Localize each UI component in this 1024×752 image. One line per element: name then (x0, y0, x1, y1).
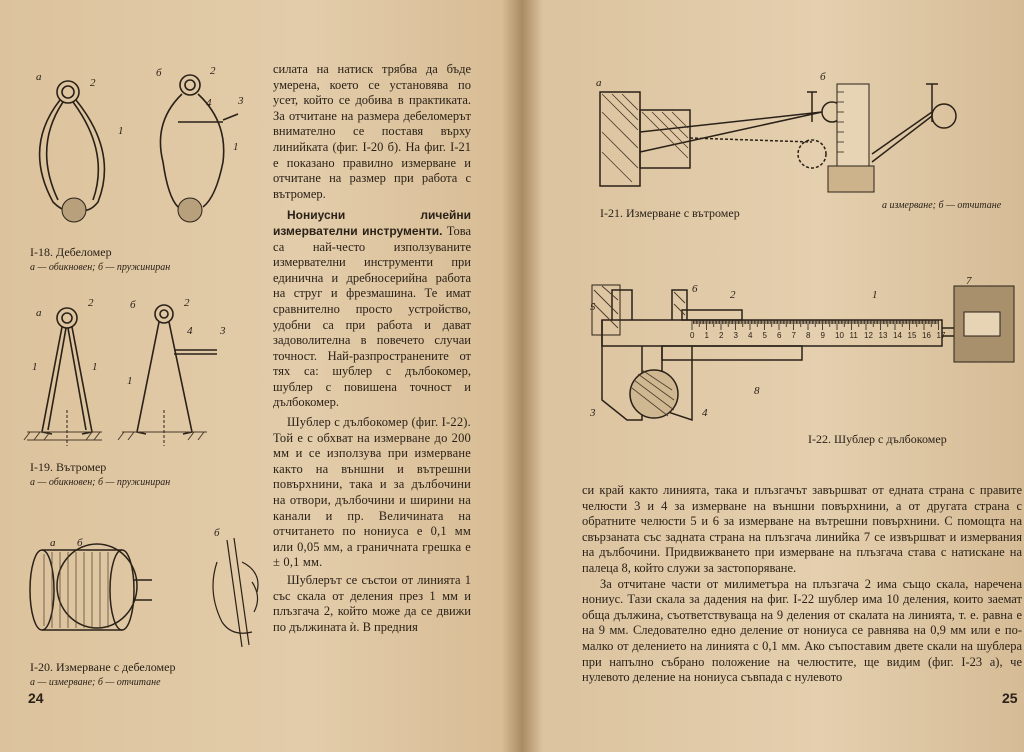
fig18-label-b: б (156, 67, 162, 79)
fig20-label-a: а (50, 537, 56, 549)
figure-i18-calipers (18, 62, 258, 242)
scale-number: 8 (806, 331, 811, 340)
fig19-label-a: а (36, 307, 42, 319)
figure-i20-measuring (22, 522, 262, 652)
caption-i21-title: I-21. Измерване с вътромер (600, 206, 740, 220)
fig20-label-b: б (214, 527, 220, 539)
section-heading-vernier: Нониусни личейни измервателни инструменти. (273, 208, 471, 238)
scale-number: 2 (719, 331, 724, 340)
fig21-label-a: а (596, 77, 602, 89)
scale-number: 5 (762, 331, 767, 340)
figure-i22-caliper (582, 270, 1022, 430)
fig22-label-1: 1 (872, 289, 878, 301)
scale-number: 13 (878, 331, 888, 340)
fig20-label-b2: б (77, 537, 83, 549)
fig19-label-2b: 2 (184, 297, 190, 309)
caption-i21 (600, 206, 740, 221)
caption-i18 (30, 245, 170, 275)
right-paragraph-2: За отчитане части от милиметъра на плъзгача 2 има също скала, наречена нониус. Тази скала за дадения на фиг. I-22 шублер има 10 деления, които заемат обща дължина, съответствуваща на 9 деления от скалата на линията, т. е. равна е на 9 мм. Следователно едно деление от нониуса се равнява на 0,9 мм или е по-малко от делението на линията с 0,1 мм. Ако съпоставим двете скали на шублера при напълно събрано положение на челюстите, ще видим (фиг. I-23 а), че нулевото деление на нониуса съвпада с нулевото (582, 576, 1022, 685)
caption-i18-title: I-18. Дебеломер (30, 245, 112, 259)
scale-number: 10 (835, 331, 844, 340)
scale-number: 15 (907, 331, 917, 340)
caliper-scale-ticks (692, 320, 939, 330)
scale-number: 16 (922, 331, 931, 340)
caption-i21-subtext: а измерване; б — отчитане (882, 200, 1002, 211)
scale-number: 9 (820, 331, 825, 340)
right-text-block (582, 483, 1022, 686)
left-paragraph-2: Това са най-често използуваните измервателни инструменти при единична и дребносерийна работа на струг и фрезмашина. Те имат сравнително просто устройство, удобни са при работа и дават задоволителна в повечето случаи точност. Най-разпространените от тях са: шублер с дълбокомер, шублер с повишена точност и дълбокомер. (273, 223, 471, 410)
fig18-label-4: 4 (206, 97, 212, 109)
scale-number: 4 (748, 331, 753, 340)
fig22-label-3: 3 (590, 407, 596, 419)
fig18-label-2: 2 (90, 77, 96, 89)
caption-i20-title: I-20. Измерване с дебеломер (30, 660, 176, 674)
fig19-label-1b: 1 (127, 375, 133, 387)
caption-i19-sub: а — обикновен; б — пружиниран (30, 477, 171, 488)
scale-number: 14 (893, 331, 902, 340)
scale-number: 6 (777, 331, 782, 340)
left-text-column (273, 62, 471, 637)
fig18-label-1b: 1 (233, 141, 239, 153)
fig19-label-1: 1 (32, 361, 38, 373)
caption-i20 (30, 660, 175, 690)
page-number-left: 24 (28, 690, 44, 706)
fig19-label-1r: 1 (92, 361, 98, 373)
figure-i21-inside-measure (582, 72, 1012, 202)
caption-i22-title: I-22. Шублер с дълбокомер (808, 432, 947, 446)
fig22-label-5: 5 (590, 301, 596, 313)
fig19-label-2: 2 (88, 297, 94, 309)
scale-number: 0 (690, 331, 695, 340)
right-paragraph-1: си край както линията, така и плъзгачът завършват от едната страна с правите челюсти 3 и 4 за измерване на външни повърхнини, а от другата страна с обратните челюсти 5 и 6 за измерване на вътрешни повърхнини. С помощта на свързаната със задната страна на плъзгача линийка 7 се извършват и измервания на дълбочини. Придвижването при измерване на плъзгача става с натискане на палеца 8, който служи за застопоряване. (582, 483, 1022, 575)
fig21-label-b: б (820, 72, 826, 83)
left-paragraph-4: Шублерът се състои от линията 1 със скала от деления през 1 мм и плъзгача 2, който може да се движи по дължината ѝ. В предния (273, 573, 471, 634)
fig19-label-b: б (130, 299, 136, 311)
scale-number: 7 (791, 331, 796, 340)
left-paragraph-3: Шублер с дълбокомер (фиг. I-22). Той е с обхват на измерване до 200 мм и се използува при измерване както на външни и вътрешни повърхнини, така и за дълбочини на отвори, дълбочини и ширини на канали и пр. Величината на отчитането по нониуса е 0,1 мм или 0,05 мм, а граничната грешка е ± 0,1 мм. (273, 415, 471, 570)
fig18-label-1: 1 (118, 125, 124, 137)
page-number-right: 25 (1002, 690, 1018, 706)
caption-i18-sub: а — обикновен; б — пружиниран (30, 262, 171, 273)
scale-number: 1 (704, 331, 709, 340)
caliper-scale-numbers (690, 331, 946, 340)
fig18-label-2b: 2 (210, 65, 216, 77)
caption-i19 (30, 460, 170, 490)
caption-i21-sub (882, 198, 1001, 213)
scale-number: 11 (849, 331, 858, 340)
left-paragraph-1: силата на натиск трябва да бъде умерена, което се установява по усет, който се добива в практиката. За отчитане на размера дебеломерът внимателно се поставя върху линийката (фиг. I-20 б). На фиг. I-21 е показано правилно измерване и отчитане на размер при работа с вътромер. (273, 62, 471, 201)
fig18-label-a: а (36, 71, 42, 83)
fig22-label-8: 8 (754, 385, 760, 397)
caption-i20-sub: а — измерване; б — отчитане (30, 677, 161, 688)
caption-i19-title: I-19. Вътромер (30, 460, 107, 474)
figure-i19-inside-calipers (22, 292, 262, 454)
scale-number: 12 (864, 331, 873, 340)
fig19-label-4: 4 (187, 325, 193, 337)
fig18-label-3: 3 (238, 95, 244, 107)
caption-i22 (808, 432, 947, 447)
fig19-label-3: 3 (220, 325, 226, 337)
scale-number: 17 (936, 331, 946, 340)
fig22-label-7: 7 (966, 275, 972, 287)
scale-number: 3 (733, 331, 738, 340)
fig22-label-4: 4 (702, 407, 708, 419)
fig22-label-2: 2 (730, 289, 736, 301)
fig22-label-6: 6 (692, 283, 698, 295)
